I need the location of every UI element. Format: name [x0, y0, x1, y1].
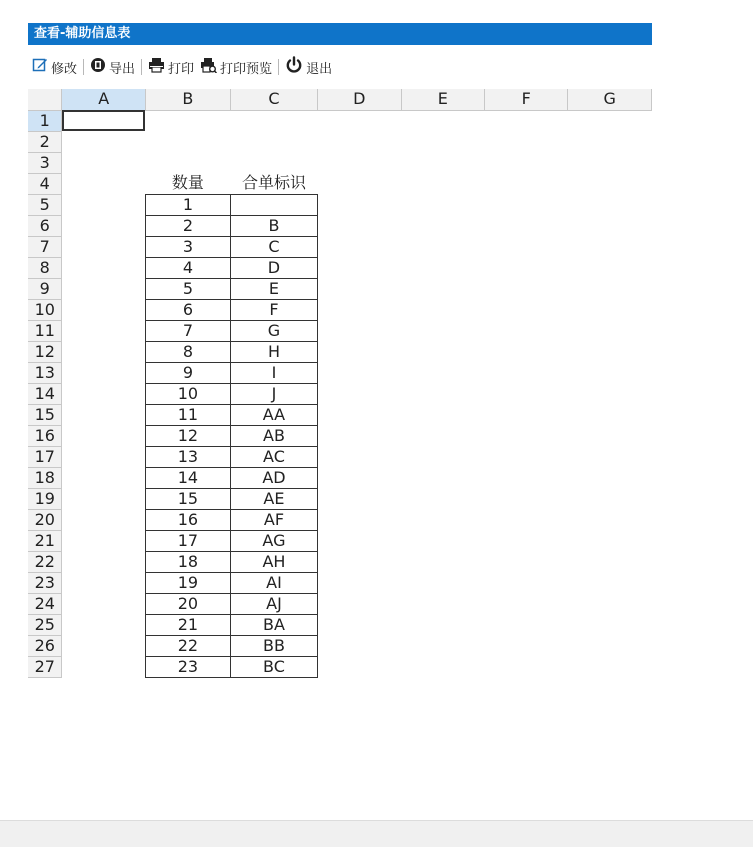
- row-header[interactable]: 6: [28, 215, 62, 236]
- cell-G19[interactable]: [568, 488, 652, 509]
- cell-B3[interactable]: [145, 152, 230, 173]
- cell-B7[interactable]: 3: [145, 236, 230, 257]
- cell-G25[interactable]: [568, 614, 652, 635]
- table-row: [28, 131, 652, 152]
- cell-E3[interactable]: [401, 152, 484, 173]
- cell-B19[interactable]: 15: [145, 488, 230, 509]
- cell-A2[interactable]: [62, 131, 145, 152]
- cell-D21[interactable]: [318, 530, 402, 551]
- cell-B6[interactable]: 2: [145, 215, 230, 236]
- row-header[interactable]: 17: [28, 446, 62, 467]
- table-row: [28, 236, 652, 257]
- cell-G8[interactable]: [568, 257, 652, 278]
- cell-D27[interactable]: [318, 656, 402, 677]
- cell-F23[interactable]: [485, 572, 568, 593]
- cell-A17[interactable]: [62, 446, 145, 467]
- cell-B26[interactable]: 22: [145, 635, 230, 656]
- cell-E27[interactable]: [401, 656, 484, 677]
- cell-C20[interactable]: AF: [230, 509, 317, 530]
- cell-E23[interactable]: [401, 572, 484, 593]
- row-header[interactable]: 24: [28, 593, 62, 614]
- row-header[interactable]: 3: [28, 152, 62, 173]
- cell-E2[interactable]: [401, 131, 484, 152]
- cell-F16[interactable]: [485, 425, 568, 446]
- table-row: [28, 635, 652, 656]
- cell-G21[interactable]: [568, 530, 652, 551]
- cell-E6[interactable]: [401, 215, 484, 236]
- cell-G18[interactable]: [568, 467, 652, 488]
- cell-F5[interactable]: [485, 194, 568, 215]
- cell-E21[interactable]: [401, 530, 484, 551]
- cell-B8[interactable]: 4: [145, 257, 230, 278]
- cell-B11[interactable]: 7: [145, 320, 230, 341]
- cell-E13[interactable]: [401, 362, 484, 383]
- row-header[interactable]: 12: [28, 341, 62, 362]
- cell-D1[interactable]: [318, 110, 402, 131]
- table-row: [28, 551, 652, 572]
- cell-C8[interactable]: D: [230, 257, 317, 278]
- cell-F2[interactable]: [485, 131, 568, 152]
- cell-C13[interactable]: I: [230, 362, 317, 383]
- cell-A20[interactable]: [62, 509, 145, 530]
- cell-F17[interactable]: [485, 446, 568, 467]
- cell-C9[interactable]: E: [230, 278, 317, 299]
- cell-B17[interactable]: 13: [145, 446, 230, 467]
- table-row: [28, 614, 652, 635]
- column-header[interactable]: D: [318, 89, 402, 110]
- table-row: [28, 656, 652, 677]
- export-button[interactable]: [90, 55, 135, 79]
- cell-A14[interactable]: [62, 383, 145, 404]
- column-header[interactable]: E: [401, 89, 484, 110]
- cell-D23[interactable]: [318, 572, 402, 593]
- cell-C19[interactable]: AE: [230, 488, 317, 509]
- cell-G7[interactable]: [568, 236, 652, 257]
- row-header[interactable]: 2: [28, 131, 62, 152]
- table-row: [28, 383, 652, 404]
- cell-B13[interactable]: 9: [145, 362, 230, 383]
- cell-E25[interactable]: [401, 614, 484, 635]
- cell-G27[interactable]: [568, 656, 652, 677]
- cell-B27[interactable]: 23: [145, 656, 230, 677]
- cell-A5[interactable]: [62, 194, 145, 215]
- select-all-corner[interactable]: [28, 89, 62, 110]
- row-header[interactable]: 14: [28, 383, 62, 404]
- print-preview-icon: [200, 57, 220, 77]
- cell-C5[interactable]: [230, 194, 317, 215]
- cell-F8[interactable]: [485, 257, 568, 278]
- cell-D9[interactable]: [318, 278, 402, 299]
- row-header[interactable]: 21: [28, 530, 62, 551]
- row-header[interactable]: 22: [28, 551, 62, 572]
- cell-D2[interactable]: [318, 131, 402, 152]
- toolbar-divider: [141, 59, 142, 75]
- power-icon: [285, 56, 306, 78]
- cell-E9[interactable]: [401, 278, 484, 299]
- cell-C23[interactable]: AI: [230, 572, 317, 593]
- column-header[interactable]: B: [145, 89, 230, 110]
- cell-B9[interactable]: 5: [145, 278, 230, 299]
- cell-D3[interactable]: [318, 152, 402, 173]
- row-header[interactable]: 27: [28, 656, 62, 677]
- table-row: [28, 152, 652, 173]
- cell-C21[interactable]: AG: [230, 530, 317, 551]
- cell-D4[interactable]: [318, 173, 402, 194]
- cell-A19[interactable]: [62, 488, 145, 509]
- row-header[interactable]: 26: [28, 635, 62, 656]
- cell-A9[interactable]: [62, 278, 145, 299]
- table-row: [28, 425, 652, 446]
- cell-C17[interactable]: AC: [230, 446, 317, 467]
- table-row: [28, 299, 652, 320]
- cell-G22[interactable]: [568, 551, 652, 572]
- cell-G6[interactable]: [568, 215, 652, 236]
- row-header[interactable]: 9: [28, 278, 62, 299]
- cell-A10[interactable]: [62, 299, 145, 320]
- cell-F19[interactable]: [485, 488, 568, 509]
- cell-D16[interactable]: [318, 425, 402, 446]
- row-header[interactable]: 16: [28, 425, 62, 446]
- print-icon: [148, 57, 168, 77]
- table-row: [28, 257, 652, 278]
- cell-F14[interactable]: [485, 383, 568, 404]
- cell-D15[interactable]: [318, 404, 402, 425]
- cell-C6[interactable]: B: [230, 215, 317, 236]
- column-header[interactable]: F: [485, 89, 568, 110]
- cell-G10[interactable]: [568, 299, 652, 320]
- cell-D25[interactable]: [318, 614, 402, 635]
- cell-B1[interactable]: [145, 110, 230, 131]
- row-header[interactable]: 1: [28, 110, 62, 131]
- cell-F24[interactable]: [485, 593, 568, 614]
- cell-E11[interactable]: [401, 320, 484, 341]
- cell-F15[interactable]: [485, 404, 568, 425]
- cell-B22[interactable]: 18: [145, 551, 230, 572]
- print-preview-label: 打印预览: [220, 61, 273, 77]
- cell-A24[interactable]: [62, 593, 145, 614]
- cell-G23[interactable]: [568, 572, 652, 593]
- cell-D11[interactable]: [318, 320, 402, 341]
- row-header[interactable]: 4: [28, 173, 62, 194]
- cell-D17[interactable]: [318, 446, 402, 467]
- cell-G9[interactable]: [568, 278, 652, 299]
- cell-A26[interactable]: [62, 635, 145, 656]
- cell-C27[interactable]: BC: [230, 656, 317, 677]
- cell-G12[interactable]: [568, 341, 652, 362]
- cell-D10[interactable]: [318, 299, 402, 320]
- row-header[interactable]: 25: [28, 614, 62, 635]
- cell-F18[interactable]: [485, 467, 568, 488]
- row-header[interactable]: 15: [28, 404, 62, 425]
- cell-F13[interactable]: [485, 362, 568, 383]
- cell-E19[interactable]: [401, 488, 484, 509]
- cell-E17[interactable]: [401, 446, 484, 467]
- toolbar-divider: [83, 59, 84, 75]
- cell-F9[interactable]: [485, 278, 568, 299]
- cell-D14[interactable]: [318, 383, 402, 404]
- cell-B5[interactable]: 1: [145, 194, 230, 215]
- print-preview-button[interactable]: [200, 55, 272, 79]
- cell-G26[interactable]: [568, 635, 652, 656]
- cell-E24[interactable]: [401, 593, 484, 614]
- exit-label: 退出: [306, 61, 333, 77]
- cell-F21[interactable]: [485, 530, 568, 551]
- cell-G24[interactable]: [568, 593, 652, 614]
- cell-G15[interactable]: [568, 404, 652, 425]
- cell-C18[interactable]: AD: [230, 467, 317, 488]
- cell-D22[interactable]: [318, 551, 402, 572]
- cell-G4[interactable]: [568, 173, 652, 194]
- cell-G13[interactable]: [568, 362, 652, 383]
- cell-B2[interactable]: [145, 131, 230, 152]
- table-row: [28, 278, 652, 299]
- table-row: [28, 194, 652, 215]
- table-row: [28, 530, 652, 551]
- cell-C15[interactable]: AA: [230, 404, 317, 425]
- cell-E16[interactable]: [401, 425, 484, 446]
- row-header[interactable]: 23: [28, 572, 62, 593]
- cell-A23[interactable]: [62, 572, 145, 593]
- cell-D18[interactable]: [318, 467, 402, 488]
- cell-C2[interactable]: [230, 131, 317, 152]
- cell-D24[interactable]: [318, 593, 402, 614]
- cell-G5[interactable]: [568, 194, 652, 215]
- cell-D5[interactable]: [318, 194, 402, 215]
- edit-icon: [32, 57, 51, 77]
- cell-A22[interactable]: [62, 551, 145, 572]
- row-header[interactable]: 11: [28, 320, 62, 341]
- cell-B15[interactable]: 11: [145, 404, 230, 425]
- cell-E5[interactable]: [401, 194, 484, 215]
- cell-A21[interactable]: [62, 530, 145, 551]
- cell-E10[interactable]: [401, 299, 484, 320]
- cell-C10[interactable]: F: [230, 299, 317, 320]
- cell-E18[interactable]: [401, 467, 484, 488]
- cell-D26[interactable]: [318, 635, 402, 656]
- cell-A6[interactable]: [62, 215, 145, 236]
- cell-C7[interactable]: C: [230, 236, 317, 257]
- cell-A11[interactable]: [62, 320, 145, 341]
- cell-A16[interactable]: [62, 425, 145, 446]
- cell-E8[interactable]: [401, 257, 484, 278]
- cell-E1[interactable]: [401, 110, 484, 131]
- cell-B16[interactable]: 12: [145, 425, 230, 446]
- cell-B24[interactable]: 20: [145, 593, 230, 614]
- column-header[interactable]: C: [230, 89, 317, 110]
- cell-F25[interactable]: [485, 614, 568, 635]
- edit-button[interactable]: [32, 55, 77, 79]
- window-title: 查看-辅助信息表: [28, 23, 652, 45]
- row-header[interactable]: 19: [28, 488, 62, 509]
- cell-E15[interactable]: [401, 404, 484, 425]
- toolbar: [28, 45, 652, 89]
- cell-D8[interactable]: [318, 257, 402, 278]
- cell-C4[interactable]: 合单标识: [241, 173, 306, 193]
- print-label: 打印: [168, 61, 195, 77]
- table-row: [28, 173, 652, 194]
- column-header[interactable]: A: [62, 89, 145, 110]
- table-row: [28, 467, 652, 488]
- cell-G3[interactable]: [568, 152, 652, 173]
- cell-F1[interactable]: [485, 110, 568, 131]
- cell-E14[interactable]: [401, 383, 484, 404]
- cell-C12[interactable]: H: [230, 341, 317, 362]
- horizontal-scrollbar[interactable]: [0, 820, 753, 847]
- cell-F20[interactable]: [485, 509, 568, 530]
- cell-D6[interactable]: [318, 215, 402, 236]
- cell-A4[interactable]: [62, 173, 145, 194]
- cell-B20[interactable]: 16: [145, 509, 230, 530]
- cell-C25[interactable]: BA: [230, 614, 317, 635]
- row-header[interactable]: 13: [28, 362, 62, 383]
- cell-A12[interactable]: [62, 341, 145, 362]
- cell-B21[interactable]: 17: [145, 530, 230, 551]
- cell-B4[interactable]: 数量: [171, 173, 204, 193]
- cell-D7[interactable]: [318, 236, 402, 257]
- cell-F12[interactable]: [485, 341, 568, 362]
- table-row: [28, 320, 652, 341]
- cell-C16[interactable]: AB: [230, 425, 317, 446]
- cell-D20[interactable]: [318, 509, 402, 530]
- table-row: [28, 593, 652, 614]
- row-header[interactable]: 18: [28, 467, 62, 488]
- cell-G20[interactable]: [568, 509, 652, 530]
- table-row: [28, 488, 652, 509]
- cell-B23[interactable]: 19: [145, 572, 230, 593]
- cell-F26[interactable]: [485, 635, 568, 656]
- row-header[interactable]: 5: [28, 194, 62, 215]
- toolbar-divider: [278, 59, 279, 75]
- column-header[interactable]: G: [568, 89, 652, 110]
- cell-C1[interactable]: [230, 110, 317, 131]
- table-row: [28, 509, 652, 530]
- export-icon: [90, 57, 109, 77]
- table-row: [28, 362, 652, 383]
- cell-C24[interactable]: AJ: [230, 593, 317, 614]
- cell-A27[interactable]: [62, 656, 145, 677]
- cell-E26[interactable]: [401, 635, 484, 656]
- cell-A13[interactable]: [62, 362, 145, 383]
- cell-F6[interactable]: [485, 215, 568, 236]
- exit-button[interactable]: [285, 55, 332, 79]
- cell-E22[interactable]: [401, 551, 484, 572]
- table-row: [28, 404, 652, 425]
- cell-C11[interactable]: G: [230, 320, 317, 341]
- table-row: [28, 572, 652, 593]
- cell-F4[interactable]: [485, 173, 568, 194]
- cell-G16[interactable]: [568, 425, 652, 446]
- cell-G2[interactable]: [568, 131, 652, 152]
- table-row: [28, 341, 652, 362]
- cell-G14[interactable]: [568, 383, 652, 404]
- cell-F3[interactable]: [485, 152, 568, 173]
- cell-B12[interactable]: 8: [145, 341, 230, 362]
- cell-E7[interactable]: [401, 236, 484, 257]
- cell-D12[interactable]: [318, 341, 402, 362]
- cell-C3[interactable]: [230, 152, 317, 173]
- cell-A7[interactable]: [62, 236, 145, 257]
- cell-F7[interactable]: [485, 236, 568, 257]
- cell-C22[interactable]: AH: [230, 551, 317, 572]
- cell-A1[interactable]: [62, 110, 145, 131]
- cell-A8[interactable]: [62, 257, 145, 278]
- cell-B14[interactable]: 10: [145, 383, 230, 404]
- table-row: [28, 446, 652, 467]
- cell-B10[interactable]: 6: [145, 299, 230, 320]
- export-label: 导出: [109, 61, 136, 77]
- cell-B25[interactable]: 21: [145, 614, 230, 635]
- cell-E20[interactable]: [401, 509, 484, 530]
- cell-G1[interactable]: [568, 110, 652, 131]
- cell-B18[interactable]: 14: [145, 467, 230, 488]
- table-row: [28, 215, 652, 236]
- cell-G17[interactable]: [568, 446, 652, 467]
- cell-F11[interactable]: [485, 320, 568, 341]
- cell-D13[interactable]: [318, 362, 402, 383]
- cell-A15[interactable]: [62, 404, 145, 425]
- cell-A18[interactable]: [62, 467, 145, 488]
- spreadsheet[interactable]: [28, 89, 652, 820]
- cell-A3[interactable]: [62, 152, 145, 173]
- edit-label: 修改: [51, 61, 78, 77]
- print-button[interactable]: [148, 55, 194, 79]
- cell-F22[interactable]: [485, 551, 568, 572]
- row-header[interactable]: 7: [28, 236, 62, 257]
- cell-F10[interactable]: [485, 299, 568, 320]
- cell-D19[interactable]: [318, 488, 402, 509]
- row-header[interactable]: 20: [28, 509, 62, 530]
- cell-C26[interactable]: BB: [230, 635, 317, 656]
- cell-E12[interactable]: [401, 341, 484, 362]
- cell-E4[interactable]: [401, 173, 484, 194]
- cell-A25[interactable]: [62, 614, 145, 635]
- row-header[interactable]: 10: [28, 299, 62, 320]
- cell-F27[interactable]: [485, 656, 568, 677]
- table-row: [28, 110, 652, 131]
- row-header[interactable]: 8: [28, 257, 62, 278]
- cell-C14[interactable]: J: [230, 383, 317, 404]
- cell-G11[interactable]: [568, 320, 652, 341]
